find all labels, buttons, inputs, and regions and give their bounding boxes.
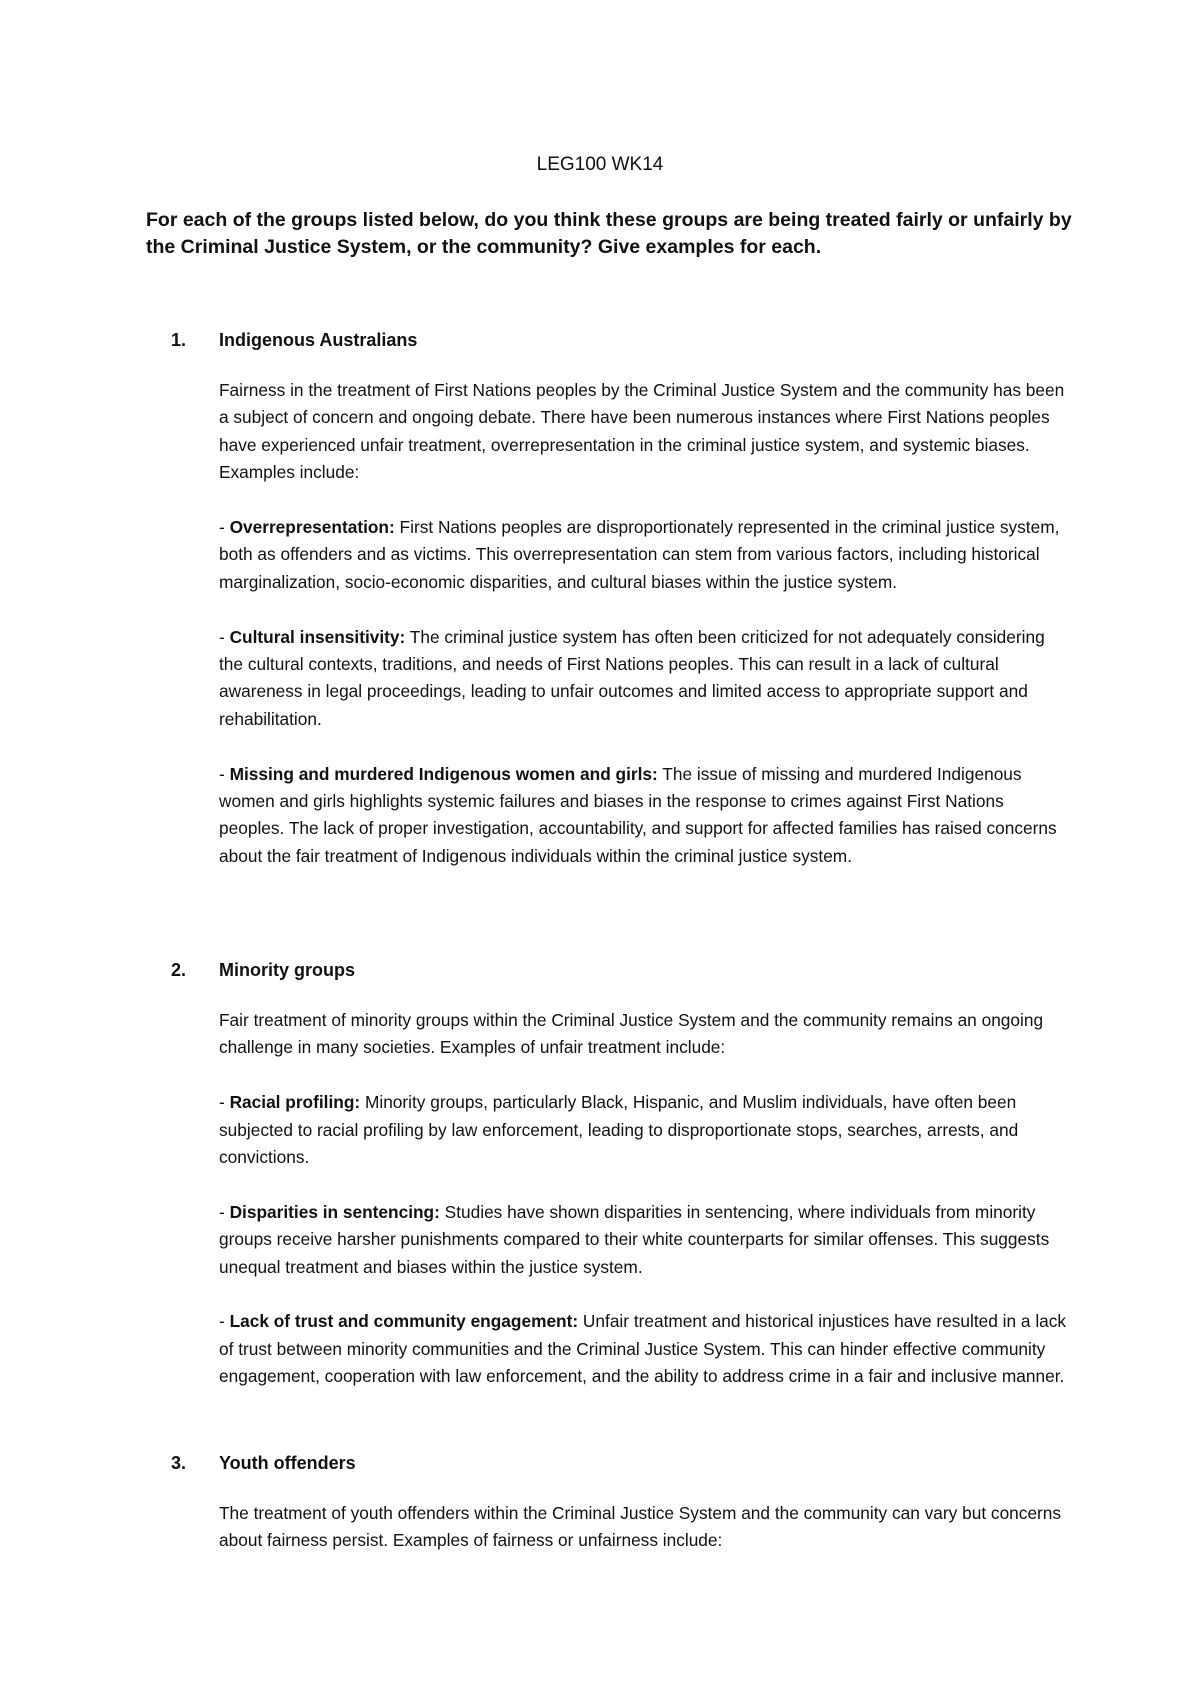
section-intro: Fair treatment of minority groups within the Criminal Justice System and the community remains an ongoing challenge in many societies. Examples of unfair treatment include: <box>219 1010 1044 1058</box>
section-body <box>219 1500 1071 1555</box>
section-number: 2. <box>171 960 187 980</box>
bullet-dash: - <box>219 763 230 784</box>
section-title: Indigenous Australians <box>219 330 418 350</box>
section-body <box>219 1007 1071 1391</box>
point-text: First Nations peoples are disproportionately represented in the criminal justice system, both as offenders and as victims. This overrepresentation can stem from various factors, including historical marginalization, socio-economic disparities, and cultural biases within the justice system. <box>219 517 1060 592</box>
point-term: Overrepresentation: <box>229 517 395 538</box>
list-item <box>219 761 1071 871</box>
section-title: Minority groups <box>219 960 355 980</box>
point-term: Missing and murdered Indigenous women and girls: <box>229 763 658 784</box>
point-term: Racial profiling: <box>229 1092 361 1113</box>
point-term: Lack of trust and community engagement: <box>229 1311 579 1332</box>
bullet-dash: - <box>219 626 230 647</box>
bullet-dash: - <box>219 1092 230 1113</box>
document-title: LEG100 WK14 <box>536 154 664 175</box>
point-text: Minority groups, particularly Black, Hispanic, and Muslim individuals, have often been subjected to racial profiling by law enforcement, leading to disproportionate stops, searches, arrests, and convictions. <box>219 1092 1019 1168</box>
point-text: Unfair treatment and historical injustices have resulted in a lack of trust between minority communities and the Criminal Justice System. This can hinder effective community engagement, cooperation with law enforcement, and the ability to address crime in a fair and inclusive manner. <box>219 1311 1067 1387</box>
section-heading <box>171 957 1071 983</box>
section-intro: The treatment of youth offenders within the Criminal Justice System and the community can vary but concerns about fairness persist. Examples of fairness or unfairness include: <box>219 1503 1062 1551</box>
section-number: 1. <box>171 330 187 350</box>
section-number: 3. <box>171 1453 187 1473</box>
point-text: The criminal justice system has often been criticized for not adequately considering the cultural contexts, traditions, and needs of First Nations peoples. This can result in a lack of cultural awareness in legal proceedings, leading to unfair outcomes and limited access to appropriate support and rehabilitation. <box>219 626 1045 729</box>
list-item <box>219 1199 1071 1281</box>
bullet-dash: - <box>219 1311 230 1332</box>
point-text: Studies have shown disparities in sentencing, where individuals from minority groups receive harsher punishments compared to their white counterparts for similar offenses. This suggests unequal treatment and biases within the justice system. <box>219 1201 1050 1277</box>
section-intro: Fairness in the treatment of First Nations peoples by the Criminal Justice System and the community has been a subject of concern and ongoing debate. There have been numerous instances where First Nations peoples have experienced unfair treatment, overrepresentation in the criminal justice system, and systemic biases. Examples include: <box>219 380 1065 483</box>
list-item <box>219 1308 1071 1390</box>
list-item <box>219 1089 1071 1171</box>
section-title: Youth offenders <box>219 1453 356 1473</box>
list-item <box>219 624 1071 734</box>
section-indigenous-australians <box>171 327 1071 870</box>
point-term: Cultural insensitivity: <box>229 626 406 647</box>
list-item <box>219 514 1071 596</box>
assignment-question: For each of the groups listed below, do you think these groups are being treated fairly or unfairly by the Criminal Justice System, or the community? Give examples for each. <box>146 209 1072 258</box>
section-body <box>219 377 1071 870</box>
section-youth-offenders <box>171 1450 1071 1555</box>
section-heading <box>171 1450 1071 1476</box>
bullet-dash: - <box>219 517 230 538</box>
section-minority-groups <box>171 957 1071 1391</box>
section-heading <box>171 327 1071 353</box>
point-term: Disparities in sentencing: <box>229 1201 440 1222</box>
point-text: The issue of missing and murdered Indigenous women and girls highlights systemic failures and biases in the response to crimes against First Nations peoples. The lack of proper investigation, accountability, and support for affected families has raised concerns about the fair treatment of Indigenous individuals within the criminal justice system. <box>219 763 1057 866</box>
bullet-dash: - <box>219 1201 230 1222</box>
